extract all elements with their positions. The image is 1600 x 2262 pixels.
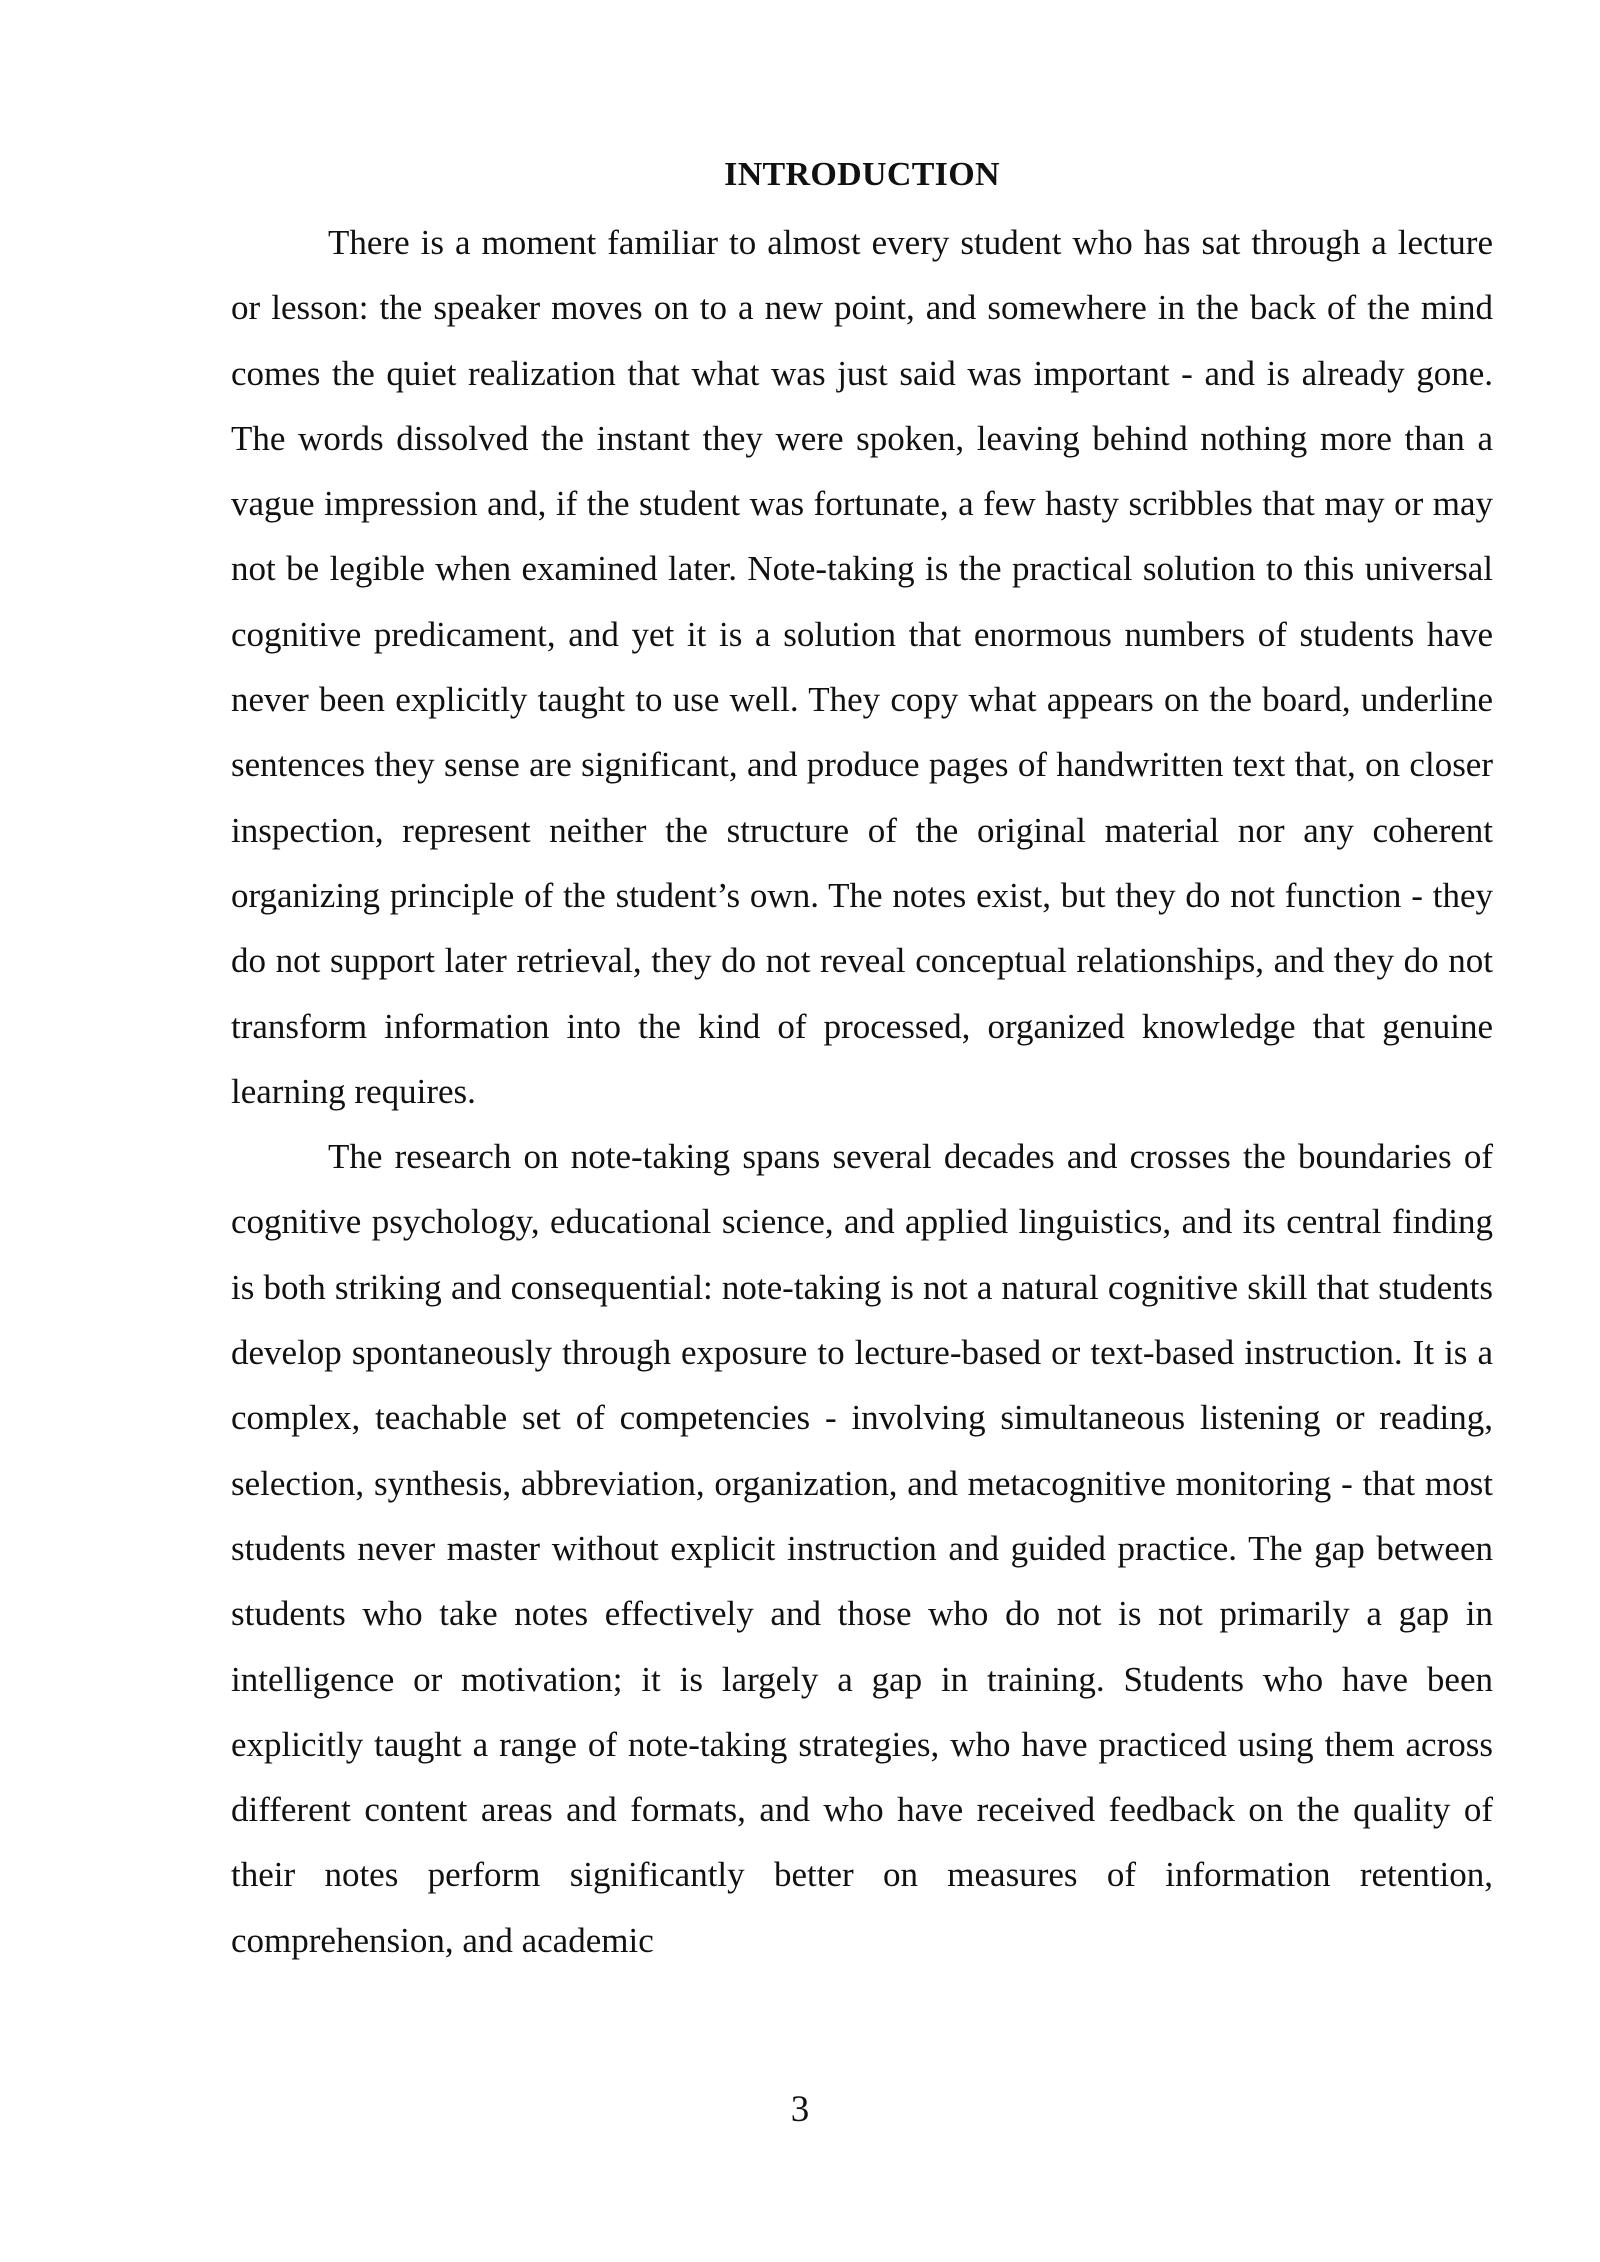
section-heading: INTRODUCTION <box>724 156 1000 193</box>
paragraph-2: The research on note-taking spans several decades and crosses the boundaries of cognitive psychology, educational science, and applied linguistics, and its central finding is both striking and consequential: note-taking is not a natural cognitive skill that students develop spontaneously through exposure to lecture-based or text-based instruction. It is a complex, teachable set of competencies - involving simultaneous listening or reading, selection, synthesis, abbreviation, organization, and metacognitive monitoring - that most students never master without explicit instruction and guided practice. The gap between students who take notes effectively and those who do not is not primarily a gap in intelligence or motivation; it is largely a gap in training. Students who have been explicitly taught a range of note-taking strategies, who have practiced using them across different content areas and formats, and who have received feedback on the quality of their notes perform significantly better on measures of information retention, comprehension, and academic <box>231 1137 1493 1960</box>
page-number: 3 <box>790 2089 810 2130</box>
body-text <box>231 210 1493 1973</box>
paragraph-1: There is a moment familiar to almost every student who has sat through a lecture or lesson: the speaker moves on to a new point, and somewhere in the back of the mind comes the quiet realization that what was just said was important - and is already gone. The words dissolved the instant they were spoken, leaving behind nothing more than a vague impression and, if the student was fortunate, a few hasty scribbles that may or may not be legible when examined later. Note-taking is the practical solution to this universal cognitive predicament, and yet it is a solution that enormous numbers of students have never been explicitly taught to use well. They copy what appears on the board, underline sentences they sense are significant, and produce pages of handwritten text that, on closer inspection, represent neither the structure of the original material nor any coherent organizing principle of the student’s own. The notes exist, but they do not function - they do not support later retrieval, they do not reveal conceptual relationships, and they do not transform information into the kind of processed, organized knowledge that genuine learning requires. <box>231 223 1493 1111</box>
